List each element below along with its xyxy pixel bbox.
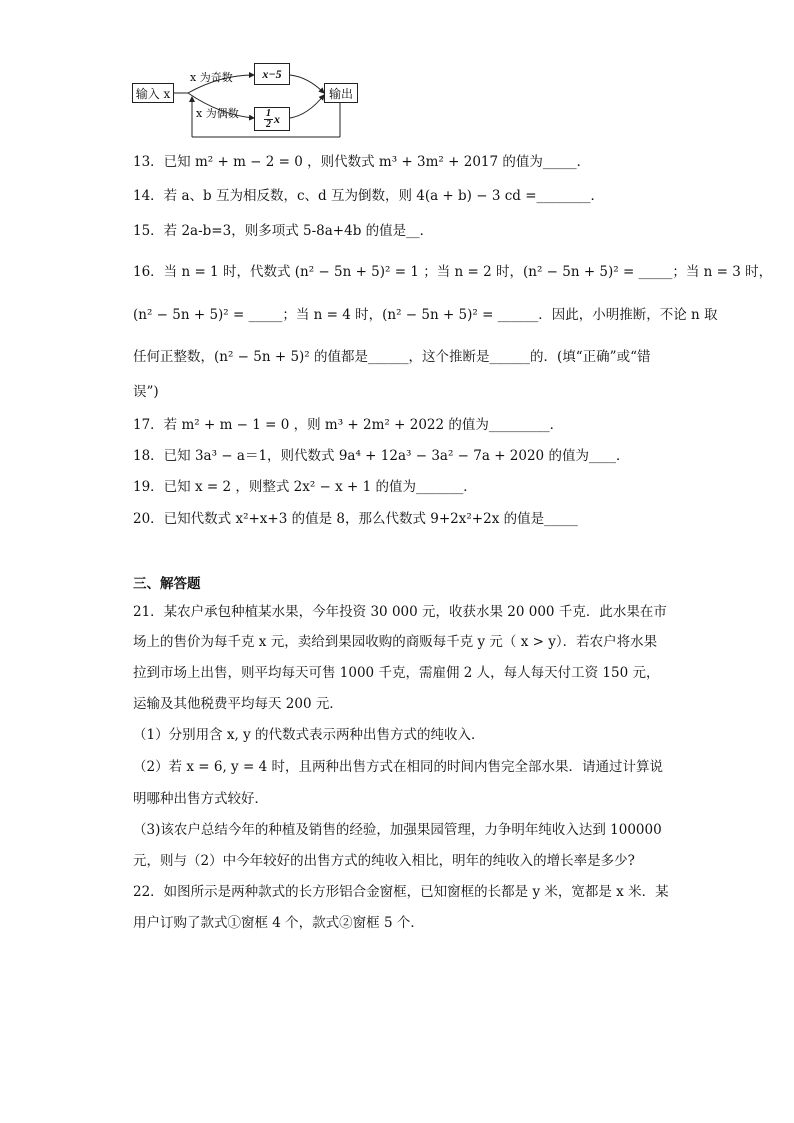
flowchart [130, 55, 370, 145]
question-21-part-3-line-1: （3)该农户总结今年的种植及销售的经验，加强果园管理，力争明年纯收入达到 100000 [133, 822, 662, 838]
odd-label: x 为奇数 [190, 71, 233, 84]
output-label: 输出 [328, 86, 353, 101]
odd-operation-box: x−5 [254, 63, 290, 85]
question-18: 18．已知 3a³ − a＝1，则代数式 9a⁴ + 12a³ − 3a² − 7a + 2020 的值为____． [133, 448, 630, 464]
input-box [132, 83, 174, 103]
question-22-line-2: 用户订购了款式①窗框 4 个，款式②窗框 5 个． [133, 915, 424, 931]
question-21-line-3: 拉到市场上出售，则平均每天可售 1000 千克，需雇佣 2 人，每人每天付工资 150 元， [133, 665, 660, 681]
question-16-line-1: 16．当 n = 1 时，代数式 (n² − 5n + 5)² = 1 ；当 n = 2 时，(n² − 5n + 5)² = _____；当 n = 3 时， [133, 264, 773, 280]
question-21-part-2-line-1: （2）若 x = 6, y = 4 时，且两种出售方式在相同的时间内售完全部水果．请通过计算说 [133, 759, 663, 775]
question-14: 14．若 a、b 互为相反数，c、d 互为倒数，则 4(a + b) − 3 cd =________． [133, 188, 605, 204]
question-21-line-4: 运输及其他税费平均每天 200 元． [133, 696, 343, 712]
question-13: 13．已知 m² + m − 2 = 0 ，则代数式 m³ + 3m² + 2017 的值为_____． [133, 154, 591, 170]
question-20: 20．已知代数式 x²+x+3 的值是 8，那么代数式 9+2x²+2x 的值是_____ [133, 511, 578, 527]
question-16-line-4: 误”) [133, 384, 159, 400]
question-16-line-3: 任何正整数，(n² − 5n + 5)² 的值都是______，这个推断是______的．(填“正确”或“错 [133, 349, 651, 365]
question-21-part-1: （1）分别用含 x, y 的代数式表示两种出售方式的纯收入． [133, 727, 485, 743]
question-16-line-2: (n² − 5n + 5)² = _____；当 n = 4 时，(n² − 5n + 5)² = ______．因此，小明推断，不论 n 取 [133, 307, 718, 323]
question-21-line-2: 场上的售价为每千克 x 元，卖给到果园收购的商贩每千克 y 元（ x > y）．若农户将水果 [133, 634, 658, 650]
section-heading-answers: 三、解答题 [133, 576, 201, 592]
half-fraction: $\frac{1}{2}$ [266, 107, 271, 130]
question-17: 17．若 m² + m − 1 = 0 ，则 m³ + 2m² + 2022 的值为_________． [133, 417, 564, 433]
question-21-part-3-line-2: 元，则与（2）中今年较好的出售方式的纯收入相比，明年的纯收入的增长率是多少? [133, 853, 635, 869]
output-box [324, 83, 358, 103]
even-operation-box: $\frac{1}{2}$ x [254, 107, 290, 131]
even-label: x 为偶数 [196, 107, 239, 120]
question-22-line-1: 22．如图所示是两种款式的长方形铝合金窗框，已知窗框的长都是 y 米，宽都是 x 米．某 [133, 884, 669, 900]
question-21-line-1: 21．某农户承包种植某水果，今年投资 30 000 元，收获水果 20 000 千克．此水果在市 [133, 604, 667, 620]
question-15: 15．若 2a-b=3，则多项式 5-8a+4b 的值是__． [133, 223, 434, 239]
input-label: 输入 x [135, 86, 171, 101]
question-21-part-2-line-2: 明哪种出售方式较好． [133, 791, 268, 807]
question-19: 19．已知 x = 2 ，则整式 2x² − x + 1 的值为_______． [133, 479, 477, 495]
